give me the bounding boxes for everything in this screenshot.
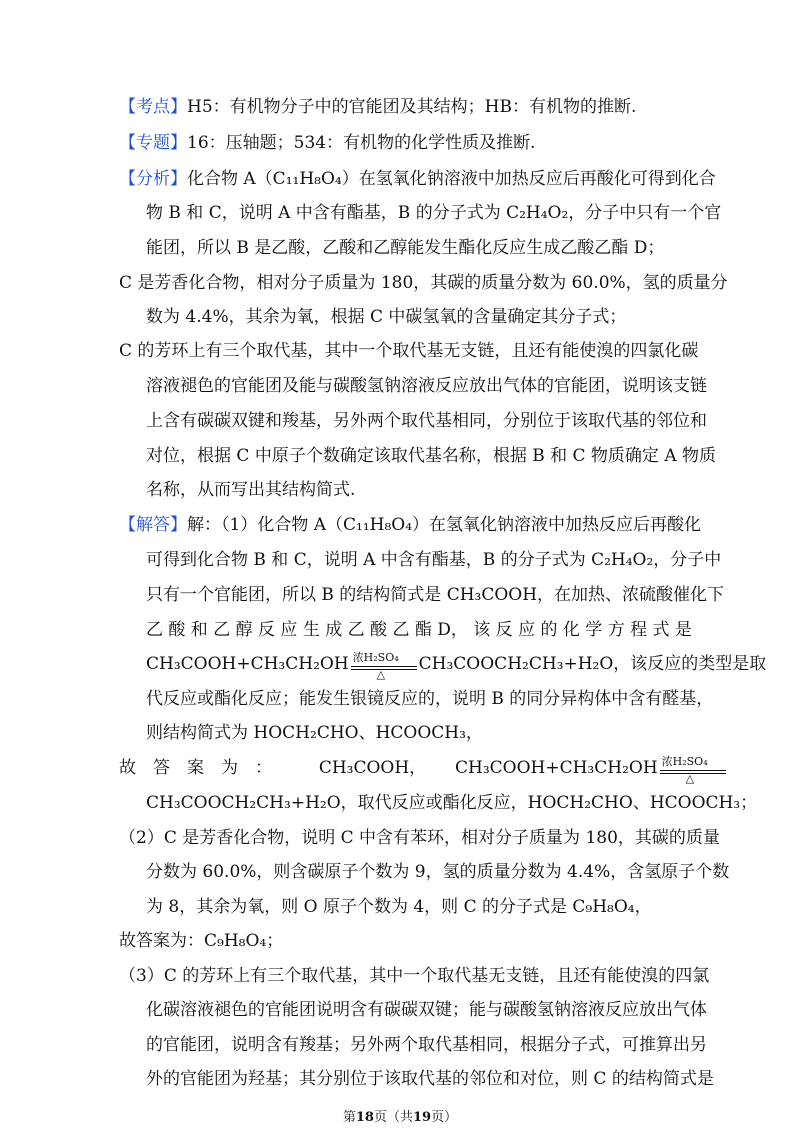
condition-heat: △ bbox=[376, 668, 386, 681]
page-footer bbox=[0, 1110, 800, 1126]
text-line: 对位，根据 C 中原子个数确定该取代基名称，根据 B 和 C 物质确定 A 物质 bbox=[146, 446, 717, 466]
text-line: 代反应或酯化反应；能发生银镜反应的，说明 B 的同分异构体中含有醛基， bbox=[146, 689, 714, 709]
text: 化合物 A（C₁₁H₈O₄）在氢氧化钠溶液中加热反应后再酸化可得到化合 bbox=[187, 169, 716, 189]
text-line: 外的官能团为羟基；其分别位于该取代基的邻位和对位，则 C 的结构简式是 bbox=[146, 1069, 714, 1089]
answer-label: 故 答 案 为 ： bbox=[119, 758, 272, 778]
answer-line bbox=[119, 755, 728, 785]
footer-text: 页） bbox=[431, 1110, 458, 1125]
text: H5：有机物分子中的官能团及其结构；HB：有机物的推断. bbox=[187, 97, 637, 117]
text-line: 分数为 60.0%，则含碳原子个数为 9，氢的质量分数为 4.4%，含氢原子个数 bbox=[146, 862, 730, 882]
text-line: 乙 酸 和 乙 醇 反 应 生 成 乙 酸 乙 酯 D， 该 反 应 的 化 学 方 程 式 是 bbox=[146, 620, 692, 640]
equation-line bbox=[146, 651, 767, 681]
page-number: 18 bbox=[355, 1110, 374, 1125]
products: CH₃COOCH₂CH₃+H₂O，该反应的类型是取 bbox=[418, 654, 767, 674]
text-line: （3）C 的芳环上有三个取代基，其中一个取代基无支链，且还有能使溴的四氯 bbox=[119, 966, 710, 986]
text-line: 溶液褪色的官能团及能与碳酸氢钠溶液反应放出气体的官能团，说明该支链 bbox=[146, 376, 707, 396]
tag-fenxi: 【分析】 bbox=[119, 169, 187, 189]
condition-catalyst: 浓H₂SO₄ bbox=[661, 755, 708, 768]
text: 16：压轴题；534：有机物的化学性质及推断. bbox=[187, 133, 536, 153]
text-line: 为 8，其余为氧，则 O 原子个数为 4，则 C 的分子式是 C₉H₈O₄， bbox=[146, 897, 652, 917]
text-line: 只有一个官能团，所以 B 的结构简式是 CH₃COOH，在加热、浓硫酸催化下 bbox=[146, 585, 725, 605]
condition-heat: △ bbox=[685, 772, 695, 785]
reaction-condition bbox=[349, 651, 419, 681]
text-line: 的官能团，说明含有羧基；另外两个取代基相同，根据分子式，可推算出另 bbox=[146, 1035, 707, 1055]
text-line: C 是芳香化合物，相对分子质量为 180，其碳的质量分数为 60.0%，氢的质量分 bbox=[119, 273, 728, 293]
footer-text: 第 bbox=[342, 1110, 356, 1125]
line-fenxi bbox=[119, 169, 716, 189]
text: 解：（1）化合物 A（C₁₁H₈O₄）在氢氧化钠溶液中加热反应后再酸化 bbox=[187, 515, 702, 535]
page-total: 19 bbox=[413, 1110, 432, 1125]
tag-zhuanti: 【专题】 bbox=[119, 133, 187, 153]
text-line: 则结构简式为 HOCH₂CHO、HCOOCH₃， bbox=[146, 723, 483, 743]
answer-b: CH₃COOH， bbox=[318, 758, 427, 778]
text-line: 名称，从而写出其结构简式. bbox=[146, 480, 356, 500]
reaction-condition-2 bbox=[658, 755, 728, 785]
text-line: 化碳溶液褪色的官能团说明含有碳碳双键；能与碳酸氢钠溶液反应放出气体 bbox=[146, 1000, 707, 1020]
line-zhuanti bbox=[119, 133, 535, 153]
reactants: CH₃COOH+CH₃CH₂OH bbox=[146, 654, 349, 674]
text-line: CH₃COOCH₂CH₃+H₂O，取代反应或酯化反应，HOCH₂CHO、HCOOCH₃； bbox=[146, 793, 758, 813]
text-line: 能团，所以 B 是乙酸，乙酸和乙醇能发生酯化反应生成乙酸乙酯 D； bbox=[146, 238, 665, 258]
tag-kaodian: 【考点】 bbox=[119, 97, 187, 117]
text-line: （2）C 是芳香化合物，说明 C 中含有苯环，相对分子质量为 180，其碳的质量 bbox=[119, 828, 720, 848]
text-line: 物 B 和 C，说明 A 中含有酯基，B 的分子式为 C₂H₄O₂，分子中只有一个官 bbox=[146, 203, 722, 223]
text-line: 数为 4.4%，其余为氧，根据 C 中碳氢氧的含量确定其分子式； bbox=[146, 307, 627, 327]
text-line: 上含有碳碳双键和羧基，另外两个取代基相同，分别位于该取代基的邻位和 bbox=[146, 411, 707, 431]
line-kaodian bbox=[119, 97, 636, 117]
answer-equation: CH₃COOH+CH₃CH₂OH bbox=[454, 758, 658, 778]
tag-jieda: 【解答】 bbox=[119, 515, 187, 535]
condition-catalyst: 浓H₂SO₄ bbox=[352, 651, 399, 664]
line-jieda bbox=[119, 515, 701, 535]
text-line: 可得到化合物 B 和 C，说明 A 中含有酯基，B 的分子式为 C₂H₄O₂，分子中 bbox=[146, 550, 722, 570]
footer-text: 页（共 bbox=[373, 1110, 413, 1125]
text-line: 故答案为：C₉H₈O₄； bbox=[119, 931, 284, 951]
text-line: C 的芳环上有三个取代基，其中一个取代基无支链，且还有能使溴的四氯化碳 bbox=[119, 341, 699, 361]
